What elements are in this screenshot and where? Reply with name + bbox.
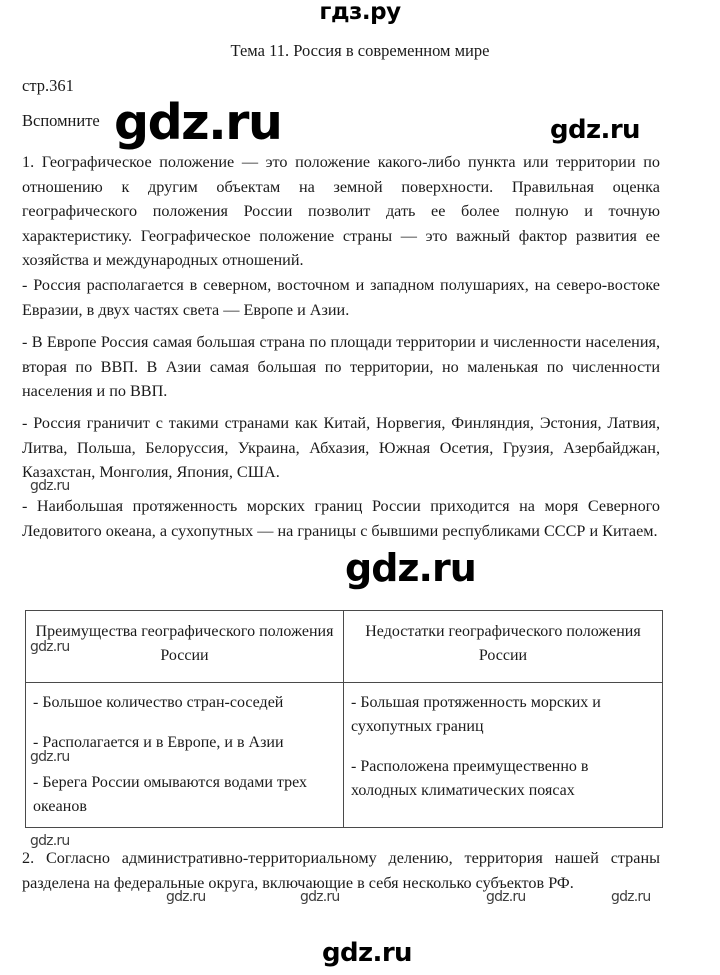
- watermark-right-top: gdz.ru: [550, 115, 640, 145]
- table-header-disadvantages: Недостатки географического положения России: [344, 611, 663, 683]
- page-title: Тема 11. Россия в современном мире: [230, 41, 490, 60]
- site-logo: гдз.ру: [319, 0, 401, 25]
- watermark-small: gdz.ru: [30, 639, 70, 655]
- list-item: - Большое количество стран-соседей: [33, 694, 284, 711]
- watermark-small: gdz.ru: [166, 889, 206, 905]
- table-header-advantages: Преимущества географического положения России: [26, 611, 344, 683]
- paragraph-5: - Наибольшая протяженность морских границ России приходится на моря Северного Ледовитого океана, а сухопутных — на границы с бывшими республиками СССР и Китаем.: [22, 497, 660, 540]
- list-item: - Расположена преимущественно в холодных климатических поясах: [351, 758, 589, 799]
- paragraph-4: - Россия граничит с такими странами как Китай, Норвегия, Финляндия, Эстония, Латвия, Литва, Польша, Белоруссия, Украина, Абхазия, Южная Осетия, Грузия, Азербайджан, Казахстан, Монголия, Япония, США.: [22, 414, 660, 481]
- list-item: - Большая протяженность морских и сухопутных границ: [351, 694, 601, 735]
- watermark-small: gdz.ru: [611, 889, 651, 905]
- table-row: [26, 683, 663, 828]
- table-cell-advantages: [26, 683, 344, 828]
- list-item: - Берега России омываются водами трех океанов: [33, 774, 308, 815]
- watermark-large-top: gdz.ru: [114, 94, 282, 151]
- table-header-row: [26, 611, 663, 683]
- recall-section-label: Вспомните: [22, 111, 100, 130]
- list-item: - Располагается и в Европе, и в Азии: [33, 734, 284, 751]
- table-cell-disadvantages: [344, 683, 663, 828]
- watermark-small: gdz.ru: [30, 833, 70, 849]
- paragraph-1: 1. Географическое положение — это положение какого-либо пункта или территории по отношению к другим объектам на земной поверхности. Правильная оценка географического положения России позволит дать ее более полную и точную характеристику. Географическое положение страны — это важный фактор развития ее хозяйства и международных отношений.: [22, 153, 660, 269]
- watermark-small: gdz.ru: [30, 749, 70, 765]
- paragraph-2: - Россия располагается в северном, восточном и западном полушариях, на северо-востоке Евразии, в двух частях света — Европе и Азии.: [22, 276, 660, 319]
- comparison-table: [25, 610, 663, 828]
- watermark-small: gdz.ru: [486, 889, 526, 905]
- watermark-small: gdz.ru: [30, 478, 70, 494]
- paragraph-6: 2. Согласно административно-территориальному делению, территория нашей страны разделена на федеральные округа, включающие в себя несколько субъектов РФ.: [22, 849, 660, 892]
- paragraph-3: - В Европе Россия самая большая страна по площади территории и численности населения, вторая по ВВП. В Азии самая большая по территории, но маленькая по численности населения и по ВВП.: [22, 333, 660, 400]
- page-reference: стр.361: [22, 76, 74, 95]
- watermark-bottom: gdz.ru: [322, 938, 412, 968]
- watermark-small: gdz.ru: [300, 889, 340, 905]
- watermark-middle: gdz.ru: [345, 546, 476, 590]
